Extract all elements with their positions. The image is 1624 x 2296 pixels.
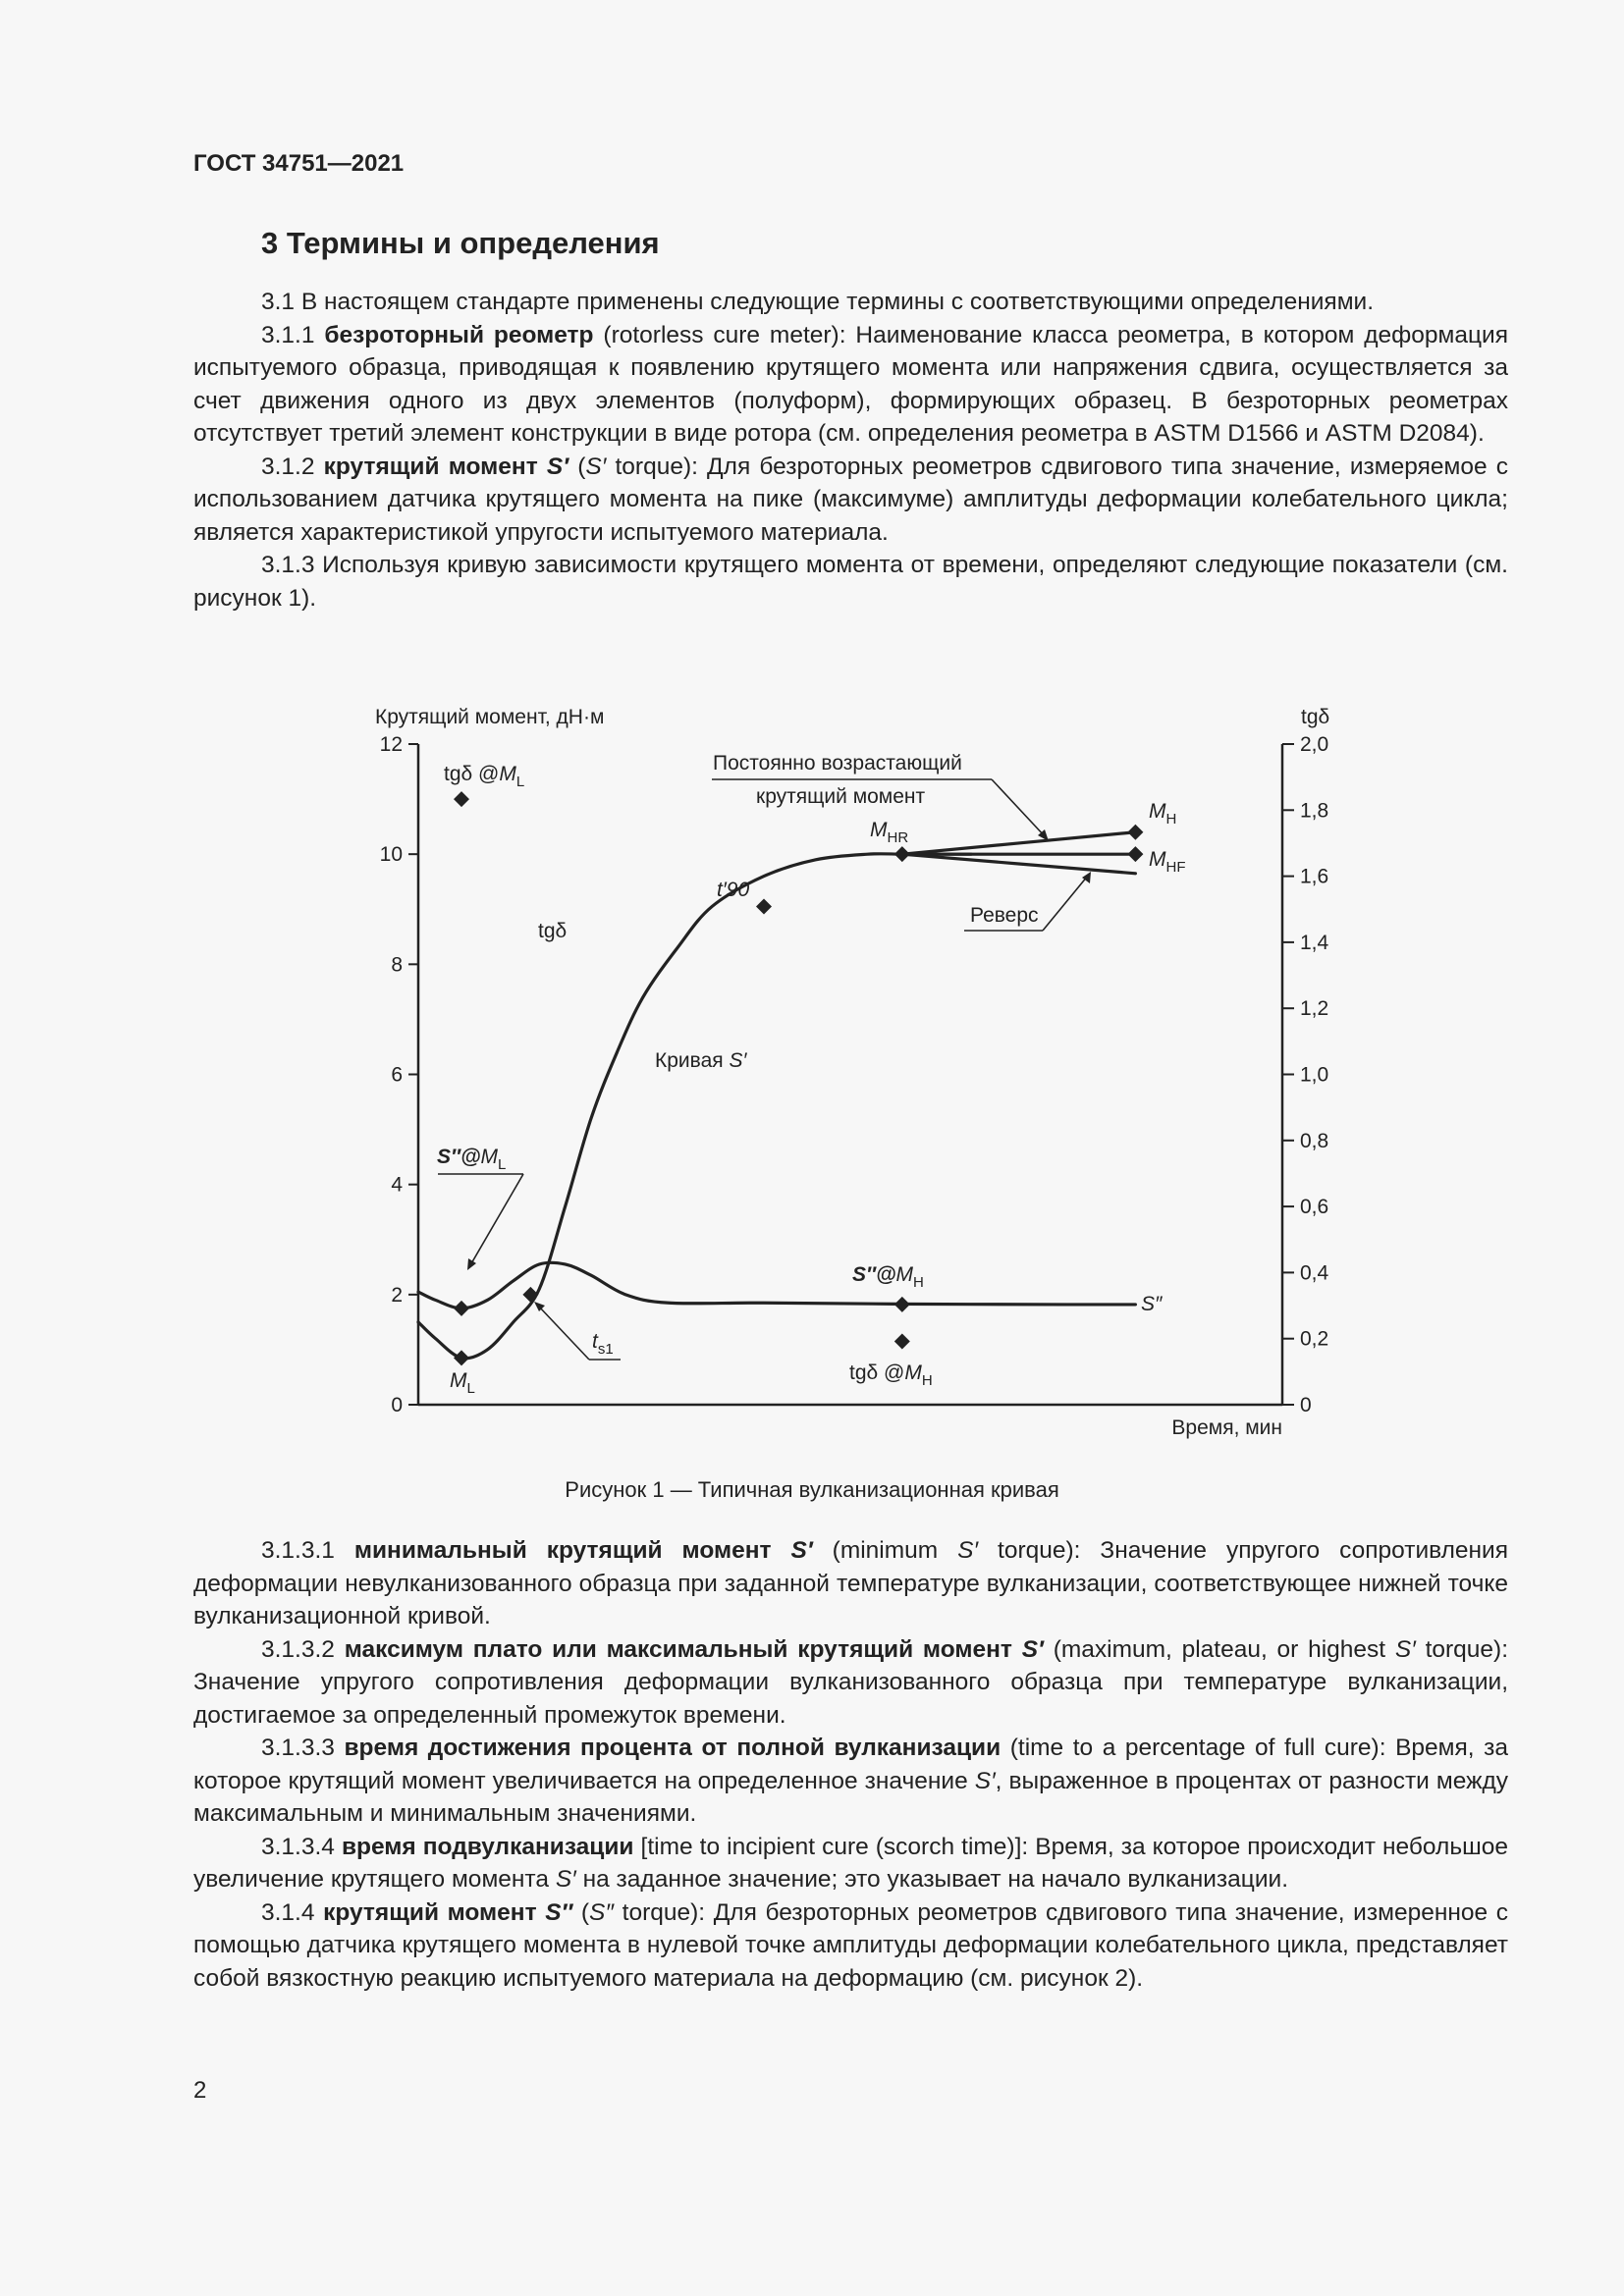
para-text: на заданное значение; это указывает на начало вулканизации.	[575, 1866, 1289, 1893]
para-text: , выраженное в процентах от разности между максимальным и минимальным значениями.	[193, 1767, 1508, 1827]
tgd-ml-label: tgδ $@M_L$	[444, 763, 525, 790]
mhf-label: $M_{HF}$	[1149, 848, 1186, 876]
para-text: torque): Значение упругого сопротивления деформации невулканизованного образца при заданной температуре вулканизации, соответствующее нижней точке вулканизационной кривой.	[193, 1537, 1508, 1629]
s2-ml-arrowhead	[467, 1258, 476, 1270]
paragraph-3-1: 3.1 В настоящем стандарте применены следующие термины с соответствующими определениями.	[261, 289, 1375, 315]
paragraph-3-1-4	[193, 1896, 1508, 1996]
right-tick-label: 0,8	[1300, 1129, 1329, 1152]
term: безроторный реометр	[324, 321, 594, 348]
para-text: torque): Для безроторных реометров сдвигового типа значение, измеренное с помощью датчика крутящего момента в нулевой точке амплитуды деформации колебательного цикла, представляет собой вязкостную реакцию испытуемого материала на деформацию (см. рисунок 2).	[193, 1898, 1508, 1992]
reverse-label: Реверс	[970, 904, 1039, 927]
ml-label: $M_L$	[450, 1369, 475, 1397]
right-tick-label: 1,0	[1300, 1063, 1329, 1087]
section-title: 3 Термины и определения	[261, 226, 660, 260]
term: максимум плато или максимальный крутящий момент	[344, 1635, 1022, 1663]
s2-ml-label: $S''@M_L$	[437, 1146, 507, 1173]
term-symbol: S′	[790, 1537, 813, 1564]
para-num: 3.1.3.2	[261, 1635, 345, 1663]
right-tick-label: 1,2	[1300, 997, 1329, 1021]
right-tick-label: 1,8	[1300, 799, 1329, 823]
right-tick-label: 0,6	[1300, 1196, 1329, 1219]
para-num: 3.1.3.3	[261, 1735, 345, 1761]
data-point-5	[894, 846, 910, 862]
left-tick-label: 12	[379, 733, 403, 756]
right-tick-label: 0,2	[1300, 1327, 1329, 1351]
para-text: torque): Для безроторных реометров сдвигового типа значение, измеряемое с использованием датчика крутящего момента на пике (максимуме) амплитуды деформации колебательного цикла; является характеристикой упругости испытуемого материала.	[193, 453, 1508, 546]
symbol: S″	[589, 1898, 615, 1926]
rising-leader	[992, 779, 1046, 837]
data-point-3	[522, 1287, 538, 1303]
left-tick-label: 8	[391, 953, 403, 977]
points-layer	[454, 791, 1143, 1365]
para-text: (maximum, plateau, or highest	[1043, 1635, 1395, 1663]
paragraph-3-1-2	[193, 451, 1508, 550]
para-text: (	[568, 453, 586, 480]
s2-end-label: S″	[1141, 1293, 1163, 1315]
left-tick-label: 10	[379, 843, 403, 867]
symbol: S′	[585, 453, 607, 480]
left-tick-label: 4	[391, 1173, 403, 1197]
data-point-1	[454, 1350, 469, 1365]
curve-s-prime-label: Кривая S′	[655, 1049, 747, 1072]
term: время подвулканизации	[341, 1833, 634, 1860]
para-text: (	[572, 1898, 590, 1926]
term-symbol: S′	[546, 453, 569, 480]
ts1-label: $t_{s1}$	[592, 1330, 614, 1358]
mh-label: $M_H$	[1149, 800, 1177, 828]
para-num: 3.1.4	[261, 1898, 324, 1926]
paragraph-3-1-3: 3.1.3 Используя кривую зависимости крутящего момента от времени, определяют следующие показатели (см. рисунок 1).	[193, 552, 1508, 612]
ts1-leader	[538, 1306, 589, 1360]
data-point-6	[1127, 825, 1143, 840]
term: время достижения процента от полной вулканизации	[344, 1735, 1001, 1761]
right-tick-label: 1,6	[1300, 865, 1329, 888]
right-tick-label: 1,4	[1300, 931, 1329, 954]
s2-mh-label: $S''@M_H$	[852, 1263, 924, 1291]
para-text: (time to a percentage of full cure): Время, за которое крутящий момент увеличивается на определенное значение	[193, 1735, 1508, 1794]
left-axis-ticks	[380, 733, 418, 1416]
data-point-2	[454, 1301, 469, 1316]
text-block-top	[193, 286, 1508, 614]
data-point-0	[454, 791, 469, 807]
right-axis-ticks	[1282, 733, 1329, 1416]
tgd-mh-label: tgδ $@M_H$	[849, 1362, 933, 1389]
paragraph-3-1-3-2	[193, 1633, 1508, 1733]
right-axis-label: tgδ	[1301, 706, 1330, 728]
x-axis-label: Время, мин	[1171, 1416, 1282, 1439]
para-text: [time to incipient cure (scorch time)]: Время, за которое происходит небольшое увеличение крутящего момента	[193, 1833, 1508, 1893]
series-line-2	[902, 832, 1136, 854]
term-symbol: S′	[1021, 1635, 1044, 1663]
s2-ml-leader	[470, 1174, 523, 1265]
term: минимальный крутящий момент	[353, 1537, 791, 1564]
para-num: 3.1.1	[261, 321, 325, 348]
data-point-9	[894, 1334, 910, 1350]
right-tick-label: 0	[1300, 1394, 1312, 1416]
symbol: S′	[1394, 1635, 1416, 1663]
para-num: 3.1.3.4	[261, 1833, 342, 1860]
t90-label: t′90	[717, 879, 750, 901]
paragraph-3-1-3-4	[193, 1831, 1508, 1896]
paragraph-3-1-1	[193, 319, 1508, 451]
cure-curve-chart	[363, 692, 1330, 1458]
symbol: S′	[957, 1537, 979, 1564]
paragraph-3-1-3-3	[193, 1732, 1508, 1831]
right-tick-label: 0,4	[1300, 1261, 1329, 1285]
reverse-leader	[1043, 876, 1088, 931]
tgd-region-label: tgδ	[538, 920, 568, 942]
text-block-bottom	[193, 1534, 1508, 1995]
rising-label-2: крутящий момент	[756, 785, 926, 808]
data-point-4	[756, 898, 772, 914]
cure-curve-figure	[363, 692, 1330, 1458]
page-number: 2	[193, 2077, 207, 2104]
para-text: (rotorless cure meter): Наименование класса реометра, в котором деформация испытуемого образца, приводящая к появлению крутящего момента или напряжения сдвига, осуществляется за счет движения одного из двух элементов (полуформ), формирующих образец. В безроторных реометрах отсутствует третий элемент конструкции в виде ротора (см. определения реометра в ASTM D1566 и ASTM D2084).	[193, 321, 1508, 447]
rising-label-1: Постоянно возрастающий	[713, 752, 962, 774]
left-axis-label: Крутящий момент, дН·м	[375, 706, 605, 728]
series-line-1	[418, 1262, 1135, 1308]
figure-caption: Рисунок 1 — Типичная вулканизационная кривая	[565, 1477, 1059, 1502]
left-tick-label: 6	[391, 1063, 403, 1087]
symbol: S′	[555, 1866, 576, 1893]
para-text: (minimum	[812, 1537, 958, 1564]
symbol: S′	[974, 1767, 996, 1794]
term: крутящий момент	[323, 1898, 546, 1926]
left-tick-label: 0	[391, 1394, 403, 1416]
data-point-7	[1127, 846, 1143, 862]
mhr-label: $M_{HR}$	[870, 819, 909, 846]
right-tick-label: 2,0	[1300, 733, 1329, 756]
para-num: 3.1.3.1	[261, 1537, 354, 1564]
term: крутящий момент	[323, 453, 547, 480]
left-tick-label: 2	[391, 1283, 403, 1307]
para-text: torque): Значение упругого сопротивления деформации вулканизованного образца при температуре вулканизации, достигаемое за определенный промежуток времени.	[193, 1635, 1509, 1729]
term-symbol: S″	[545, 1898, 573, 1926]
series-line-4	[902, 854, 1136, 874]
para-num: 3.1.2	[261, 453, 324, 480]
data-point-8	[894, 1297, 910, 1312]
document-header: ГОСТ 34751—2021	[193, 150, 405, 177]
paragraph-3-1-3-1	[193, 1534, 1508, 1633]
